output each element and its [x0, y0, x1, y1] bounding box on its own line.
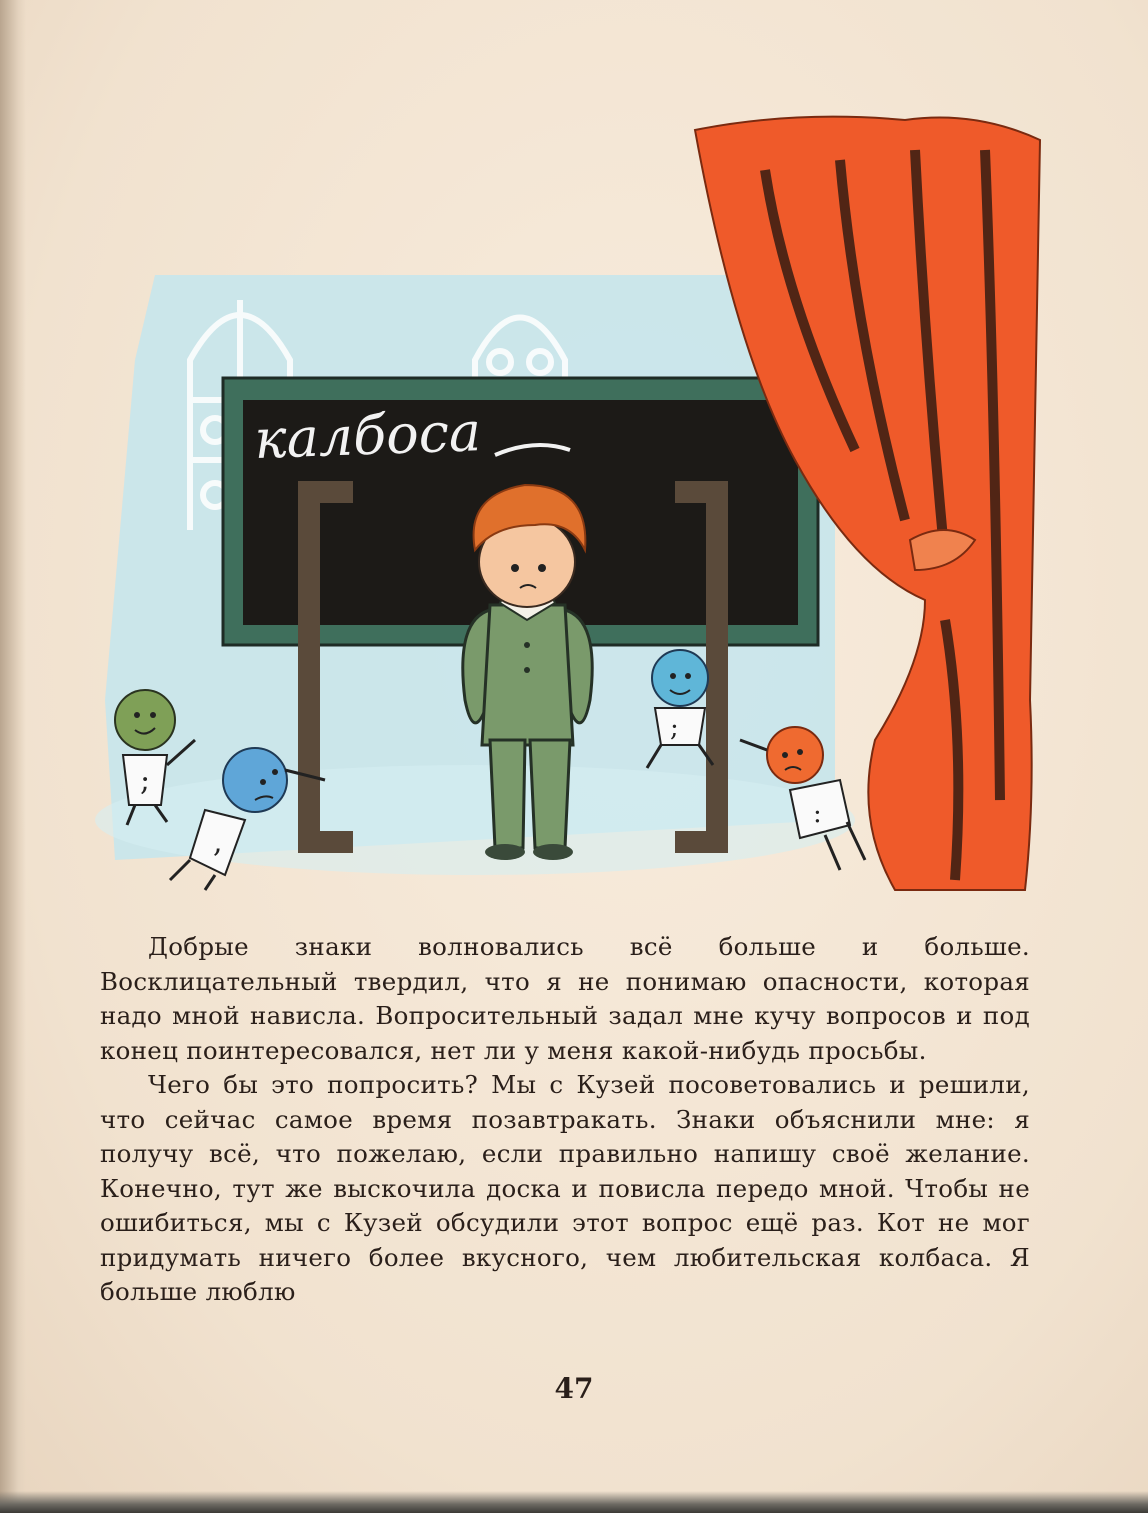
svg-text:,: , [213, 825, 223, 860]
classroom-illustration [95, 100, 1055, 900]
svg-text::: : [813, 799, 822, 829]
page-gutter [0, 0, 26, 1513]
page-number: 47 [554, 1372, 594, 1405]
svg-text:;: ; [670, 713, 679, 743]
paragraph-2: Чего бы это попросить? Мы с Кузей посоветовались и решили, что сейчас самое время позавтракать. Знаки объяснили мне: я получу всё, что пожелаю, если правильно напишу своё желание. Конечно, тут же выскочила доска и повисла передо мной. Чтобы не ошибиться, мы с Кузей обсудили этот вопрос ещё раз. Кот не мог придумать ничего более вкусного, чем любительская колбаса. Я больше люблю [100, 1070, 1030, 1306]
body-text [100, 930, 1030, 1310]
svg-text:;: ; [140, 763, 151, 798]
paragraph-1: Добрые знаки волновались всё больше и больше. Восклицательный твердил, что я не понимаю опасности, которая надо мной нависла. Вопросительный задал мне кучу вопросов и под конец поинтересовался, нет ли у меня какой-нибудь просьбы. [100, 932, 1030, 1065]
blackboard-word: калбоса [253, 400, 483, 471]
page-bottom-edge [0, 1491, 1148, 1513]
